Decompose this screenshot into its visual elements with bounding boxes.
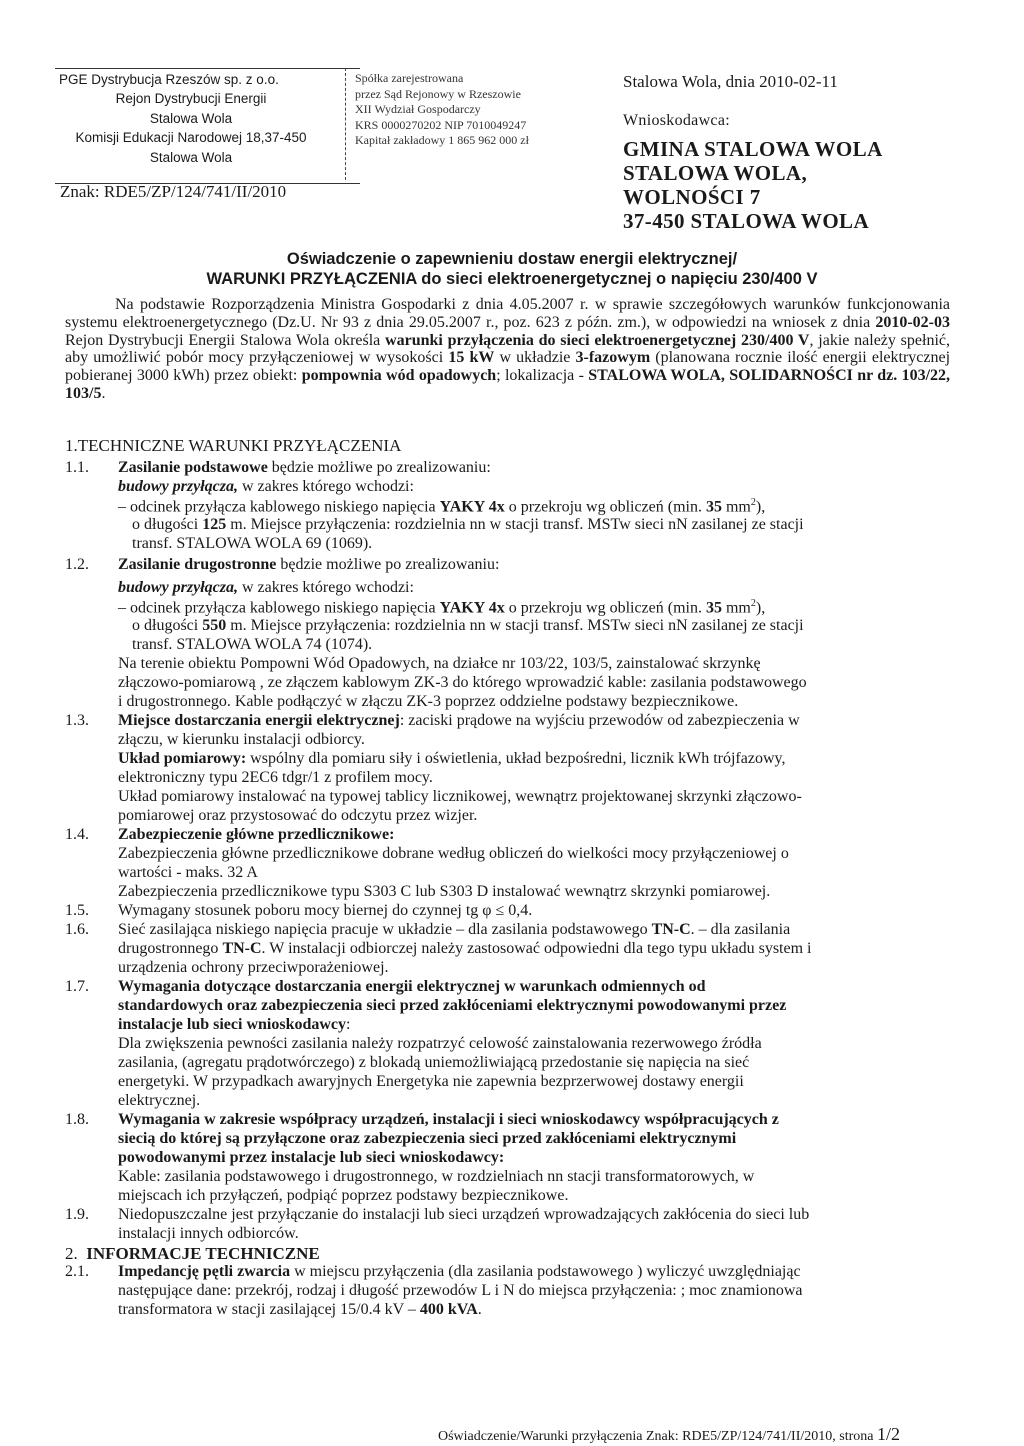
- section-number: 2.: [65, 1244, 78, 1263]
- item-1-8-line: Kable: zasilania podstawowego i drugostronnego, w rozdzielniach nn stacji transformatorowych, w: [118, 1168, 755, 1185]
- item-1-6-line: urządzenia ochrony przeciwporażeniowej.: [118, 959, 389, 976]
- intro-text: , jakie należy spełnić, aby umożliwić pobór mocy przyłączeniowej w wysokości: [65, 331, 950, 367]
- item-1-3-line: elektroniczny typu 2EC6 tdgr/1 z profilem mocy.: [118, 769, 433, 786]
- t: Układ pomiarowy:: [118, 750, 247, 767]
- t: Miejsce dostarczania energii elektrycznej: [118, 712, 400, 729]
- section-title: INFORMACJE TECHNICZNE: [86, 1244, 320, 1263]
- item-1-4-line: wartości - maks. 32 A: [118, 864, 258, 881]
- item-1-3-line: pomiarowej oraz przystosować do odczytu przez wizjer.: [118, 807, 478, 824]
- item-1-5-line: Wymagany stosunek poboru mocy biernej do czynnej tg φ ≤ 0,4.: [118, 902, 533, 919]
- t: Zabezpieczenie główne przedlicznikowe:: [118, 826, 395, 843]
- t: o przekroju wg obliczeń (min.: [504, 599, 706, 617]
- item-1-2-line: [118, 556, 499, 574]
- t: ),: [755, 599, 766, 617]
- item-1-8-line: miejscach ich przyłączeń, podpiąć poprzez podstawy bezpiecznikowe.: [118, 1187, 569, 1204]
- item-1-7-line: zasilania, (agregatu prądotwórczego) z blokadą uniemożliwiającą przedostanie się napięcia na sieć: [118, 1054, 750, 1071]
- item-text: będzie możliwe po zrealizowaniu:: [267, 459, 491, 476]
- item-1-4-line: Zabezpieczenia przedlicznikowe typu S303 C lub S303 D instalować wewnątrz skrzynki pomiarowej.: [118, 883, 771, 900]
- document-date: Stalowa Wola, dnia 2010-02-11: [623, 72, 838, 91]
- company-line: Stalowa Wola: [149, 149, 233, 165]
- item-number: 1.3.: [65, 712, 89, 729]
- item-1-1-line: [132, 516, 804, 534]
- section-number: 1.: [65, 436, 78, 455]
- item-1-9-line: Niedopuszczalne jest przyłączanie do instalacji lub sieci urządzeń wprowadzających zakłócenia do sieci lub: [118, 1206, 810, 1223]
- recipient-address: [623, 137, 883, 233]
- item-1-2-line: i drugostronnego. Kable podłączyć w złączu ZK-3 poprzez oddzielne podstawy bezpiecznikowe.: [118, 693, 739, 710]
- company-line: Komisji Edukacji Narodowej 18,37-450: [75, 130, 307, 146]
- item-1-7-line: Dla zwiększenia pewności zasilania należy rozpatrzyć celowość zainstalowania rezerwowego źródła: [118, 1035, 762, 1052]
- company-line: Rejon Dystrybucji Energii: [115, 91, 267, 107]
- item-number: 1.8.: [65, 1111, 89, 1128]
- intro-text: w układzie: [494, 349, 576, 367]
- item-1-1-line: [118, 478, 414, 496]
- intro-text: Rejon Dystrybucji Energii Stalowa Wola określa: [65, 331, 386, 349]
- t: ),: [755, 498, 766, 516]
- intro-text: Na podstawie Rozporządzenia Ministra Gospodarki z dnia 4.05.2007 r. w sprawie szczegółowych warunków funkcjonowania systemu elektroenergetycznego (Dz.U. Nr 93 z dnia 29.05.2007 r., poz. 623 z późn. zm.), w odpowiedzi na wniosek z dnia: [65, 296, 950, 331]
- recipient-line: WOLNOŚCI 7: [623, 185, 761, 209]
- t: będzie możliwe po zrealizowaniu:: [276, 556, 500, 573]
- item-number: 1.7.: [65, 978, 89, 995]
- item-1-2-line: [118, 598, 765, 617]
- t: o długości: [132, 516, 203, 533]
- t: . – dla zasilania: [690, 921, 791, 938]
- item-1-2-line: Na terenie obiektu Pompowni Wód Opadowych, na działce nr 103/22, 103/5, zainstalować skrzynkę: [118, 655, 761, 672]
- court-line: Kapitał zakładowy 1 865 962 000 zł: [355, 133, 529, 148]
- court-line: KRS 0000270202 NIP 7010049247: [355, 117, 527, 132]
- intro-bold: 3-fazowym: [575, 349, 651, 367]
- item-1-4-line: [118, 826, 394, 844]
- t: 125: [202, 516, 227, 533]
- t: – odcinek przyłącza kablowego niskiego napięcia: [118, 498, 440, 516]
- intro-bold: 2010-02-03: [875, 313, 950, 331]
- t: TN-C: [222, 940, 262, 957]
- section-1-heading: [65, 436, 401, 456]
- t: o długości: [132, 617, 203, 634]
- intro-bold: STALOWA WOLA, SOLIDARNOŚCI nr dz. 103/22, 103/5: [65, 367, 951, 402]
- t: transformatora w stacji zasilającej 15/0.4 kV –: [118, 1301, 420, 1318]
- item-1-8-line: [118, 1130, 736, 1148]
- item-number: 1.6.: [65, 921, 89, 938]
- item-1-8-line: [118, 1111, 779, 1129]
- company-address: [55, 70, 327, 167]
- t: o przekroju wg obliczeń (min.: [504, 498, 706, 516]
- t: mm: [721, 599, 751, 617]
- item-number: 1.2.: [65, 556, 89, 573]
- t: m. Miejsce przyłączenia: rozdzielnia nn w stacji transf. MSTw sieci nN zasilanej ze stacji: [226, 516, 804, 533]
- t: budowy przyłącza,: [118, 579, 238, 596]
- page-footer: [438, 1424, 900, 1445]
- t: Wymagania dotyczące dostarczania energii elektrycznej w warunkach odmiennych od: [118, 978, 706, 995]
- item-2-1-line: [118, 1263, 801, 1281]
- t: 35: [705, 599, 722, 617]
- item-1-6-line: [118, 921, 790, 939]
- court-registration: [355, 71, 529, 149]
- item-1-9-line: instalacji innych odbiorców.: [118, 1225, 299, 1242]
- recipient-line: GMINA STALOWA WOLA: [623, 137, 883, 161]
- item-1-3-line: złączu, w kierunku instalacji odbiorcy.: [118, 731, 365, 748]
- item-number: 1.1.: [65, 459, 89, 476]
- item-1-4-line: Zabezpieczenia główne przedlicznikowe dobrane według obliczeń do wielkości mocy przyłączeniowej o: [118, 845, 789, 862]
- item-number: 1.5.: [65, 902, 89, 919]
- item-1-2-line: [118, 579, 414, 597]
- item-2-1-line: następujące dane: przekrój, rodzaj i długość przewodów L i N do miejsca przyłączenia: ; moc znamionowa: [118, 1282, 803, 1299]
- applicant-label: Wnioskodawca:: [623, 112, 730, 129]
- item-bold: Zasilanie podstawowe: [118, 459, 268, 476]
- intro-text: .: [101, 384, 106, 402]
- item-2-1-line: [118, 1301, 482, 1319]
- item-1-3-line: [118, 750, 785, 768]
- t: .: [477, 1301, 482, 1318]
- t: YAKY 4x: [439, 599, 505, 617]
- t: TN-C: [651, 921, 691, 938]
- section-title: TECHNICZNE WARUNKI PRZYŁĄCZENIA: [77, 436, 402, 455]
- page-number: 1/2: [876, 1424, 900, 1444]
- t: siecią do której są przyłączone oraz zabezpieczenia sieci przed zakłóceniami elektrycznymi: [118, 1130, 737, 1147]
- t: m. Miejsce przyłączenia: rozdzielnia nn w stacji transf. MSTw sieci nN zasilanej ze stacji: [226, 617, 804, 634]
- t: 400 kVA: [419, 1301, 478, 1318]
- recipient-line: STALOWA WOLA,: [623, 161, 808, 185]
- item-number: 2.1.: [65, 1263, 89, 1280]
- t: w zakres którego wchodzi:: [238, 579, 414, 596]
- t: mm: [721, 498, 751, 516]
- court-line: XII Wydział Gospodarczy: [355, 102, 481, 117]
- item-1-2-line: [132, 617, 804, 635]
- t: YAKY 4x: [439, 498, 505, 516]
- section-2-heading: [65, 1244, 320, 1264]
- intro-bold: warunki przyłączenia do sieci elektroenergetycznej 230/400 V: [385, 331, 810, 349]
- item-number: 1.9.: [65, 1206, 89, 1223]
- t: w miejscu przyłączenia (dla zasilania podstawowego ) wyliczyć uwzględniając: [290, 1263, 801, 1280]
- t: – odcinek przyłącza kablowego niskiego napięcia: [118, 599, 440, 617]
- intro-bold: 15 kW: [448, 349, 495, 367]
- t: 35: [705, 498, 722, 516]
- court-line: Spółka zarejestrowana: [355, 71, 464, 85]
- item-1-7-line: energetyki. W przypadkach awaryjnych Energetyka nie zapewnia bezprzerwowej dostawy energii: [118, 1073, 744, 1090]
- footer-text: Oświadczenie/Warunki przyłączenia Znak: RDE5/ZP/124/741/II/2010, strona: [438, 1429, 877, 1444]
- t: wspólny dla pomiaru siły i oświetlenia, układ bezpośredni, licznik kWh trójfazowy,: [246, 750, 786, 767]
- t: Wymagania w zakresie współpracy urządzeń, instalacji i sieci wnioskodawcy współpracujących z: [118, 1111, 779, 1128]
- t: powodowanymi przez instalacje lub sieci wnioskodawcy:: [118, 1149, 505, 1166]
- item-1-2-line: złączowo-pomiarową , ze złączem kablowym ZK-3 do którego wprowadzić kable: zasilania podstawowego: [118, 674, 807, 691]
- header-divider: [345, 68, 346, 180]
- document-title-line2: WARUNKI PRZYŁĄCZENIA do sieci elektroenergetycznej o napięciu 230/400 V: [206, 270, 818, 288]
- item-1-1-line: transf. STALOWA WOLA 69 (1069).: [132, 535, 373, 552]
- t: Sieć zasilająca niskiego napięcia pracuje w układzie – dla zasilania podstawowego: [118, 921, 652, 938]
- company-name: PGE Dystrybucja Rzeszów sp. z o.o.: [59, 72, 279, 87]
- item-1-1-line: [118, 497, 765, 516]
- intro-text: ; lokalizacja -: [496, 367, 589, 385]
- t: instalacje lub sieci wnioskodawcy: [118, 1016, 347, 1033]
- intro-bold: pompownia wód opadowych: [301, 367, 497, 385]
- t: Zasilanie drugostronne: [118, 556, 277, 573]
- t: . W instalacji odbiorczej należy zastosować odpowiedni dla tego typu układu system i: [261, 940, 812, 957]
- item-bold-italic: budowy przyłącza,: [118, 478, 238, 495]
- t: 550: [202, 617, 227, 634]
- t: 2: [750, 497, 756, 508]
- item-1-2-line: transf. STALOWA WOLA 74 (1074).: [132, 636, 373, 653]
- item-1-8-line: [118, 1149, 504, 1167]
- intro-paragraph: [65, 296, 950, 403]
- court-line: przez Sąd Rejonowy w Rzeszowie: [355, 86, 521, 101]
- t: drugostronnego: [118, 940, 223, 957]
- t: standardowych oraz zabezpieczenia sieci przed zakłóceniami elektrycznymi powodowanymi przez: [118, 997, 787, 1014]
- reference-number: Znak: RDE5/ZP/124/741/II/2010: [60, 182, 287, 201]
- item-text: w zakres którego wchodzi:: [238, 478, 414, 495]
- item-1-7-line: [118, 978, 706, 996]
- recipient-line: 37-450 STALOWA WOLA: [623, 209, 870, 233]
- item-1-3-line: [118, 712, 800, 730]
- item-1-6-line: [118, 940, 811, 958]
- t: 2: [750, 598, 756, 609]
- item-number: 1.4.: [65, 826, 89, 843]
- company-line: Stalowa Wola: [149, 110, 233, 126]
- document-title-line1: Oświadczenie o zapewnieniu dostaw energii elektrycznej/: [286, 250, 738, 268]
- t: :: [346, 1016, 351, 1033]
- intro-text: (planowana rocznie ilość energii elektrycznej pobieranej 3000 kWh) przez obiekt:: [65, 349, 951, 385]
- item-1-1-line: [118, 459, 491, 477]
- item-1-3-line: Układ pomiarowy instalować na typowej tablicy licznikowej, wewnątrz projektowanej skrzynki złączowo-: [118, 788, 802, 805]
- t: : zaciski prądowe na wyjściu przewodów od zabezpieczenia w: [399, 712, 800, 729]
- item-1-7-line: [118, 997, 786, 1015]
- item-1-7-line: [118, 1016, 350, 1034]
- t: Impedancję pętli zwarcia: [118, 1263, 291, 1280]
- item-1-7-line: elektrycznej.: [118, 1092, 201, 1109]
